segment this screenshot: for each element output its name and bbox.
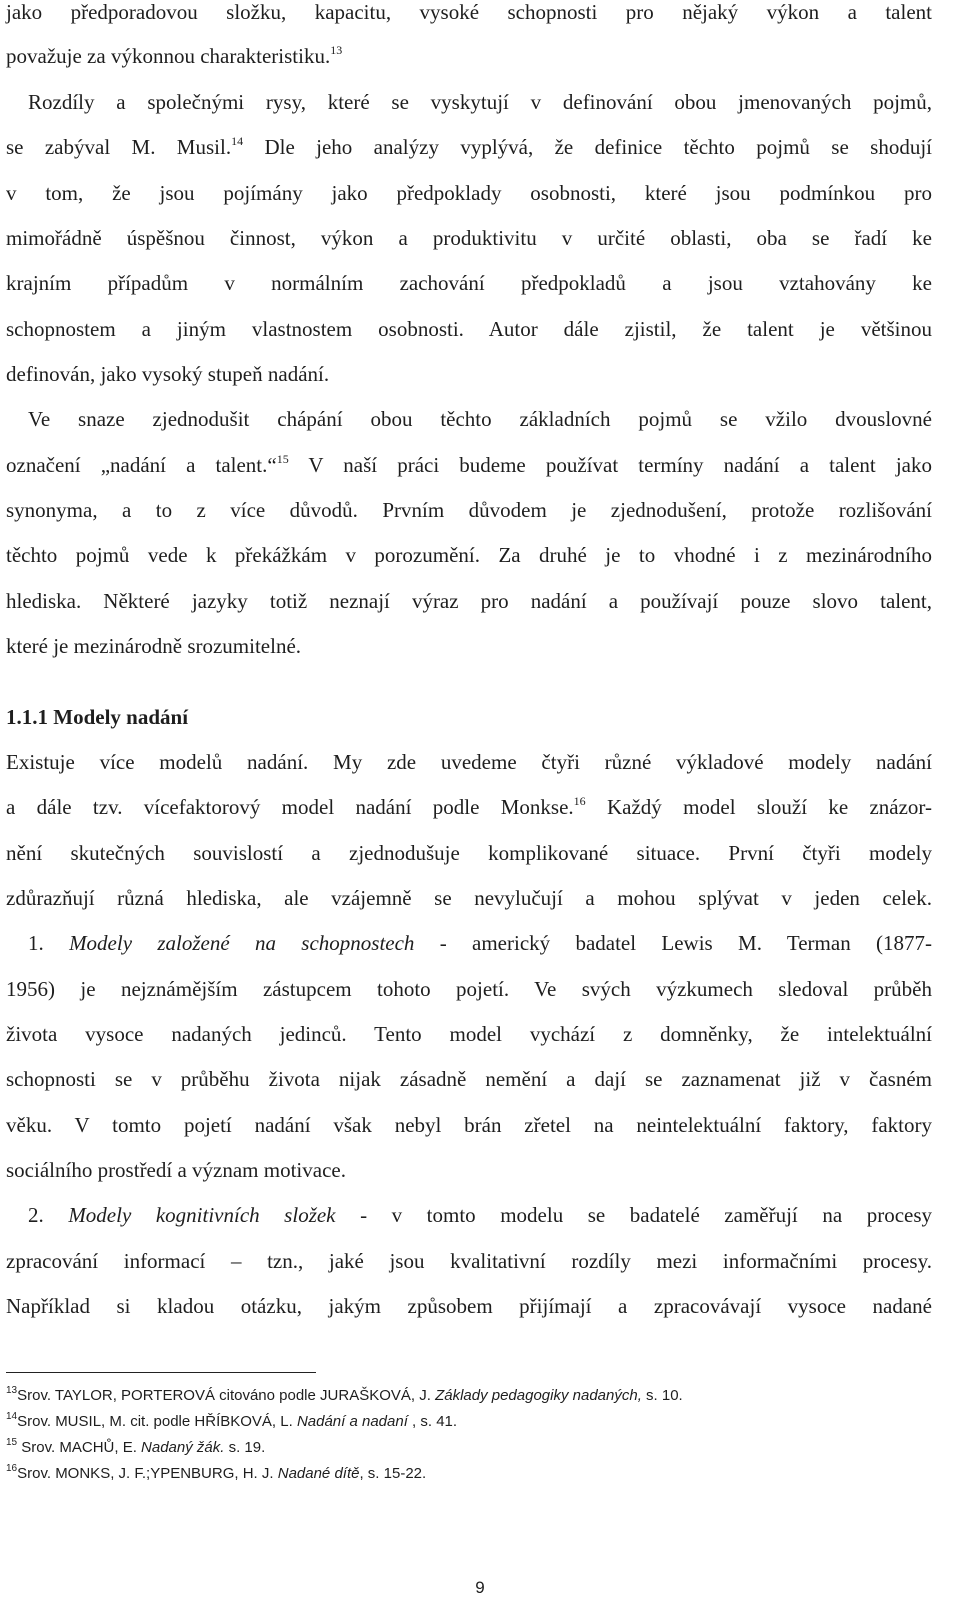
- footnote-ref[interactable]: 14: [231, 134, 244, 148]
- body-line: sociálního prostředí a význam motivace.: [6, 1158, 346, 1182]
- body-line: v tom, že jsou pojímány jako předpoklady osobnosti, které jsou podmínkou pro: [6, 181, 932, 205]
- body-line: života vysoce nadaných jedinců. Tento model vychází z domněnky, že intelektuální: [6, 1022, 932, 1046]
- body-line: zpracování informací – tzn., jaké jsou kvalitativní rozdíly mezi informačními procesy.: [6, 1249, 932, 1273]
- body-line: hlediska. Některé jazyky totiž neznají výraz pro nadání a používají pouze slovo talent,: [6, 589, 932, 613]
- body-line: nění skutečných souvislostí a zjednodušuje komplikované situace. První čtyři modely: [6, 841, 932, 865]
- body-line: které je mezinárodně srozumitelné.: [6, 634, 302, 658]
- body-line: těchto pojmů vede k překážkám v porozumění. Za druhé je to vhodné i z mezinárodního: [6, 543, 932, 567]
- body-line: se zabýval M. Musil.$^{14}$ Dle jeho analýzy vyplývá, že definice těchto pojmů se shodují: [6, 134, 932, 159]
- body-line: 2. Modely kognitivních složek - v tomto modelu se badatelé zaměřují na procesy: [28, 1203, 933, 1227]
- body-line: Například si kladou otázku, jakým způsobem přijímají a zpracovávají vysoce nadané: [6, 1294, 932, 1318]
- body-line: Ve snaze zjednodušit chápání obou těchto základních pojmů se vžilo dvouslovné: [28, 407, 932, 431]
- body-line: zdůrazňují různá hlediska, ale vzájemně se nevylučují a mohou splývat v jeden celek.: [6, 886, 932, 910]
- footnote-ref[interactable]: 13: [330, 43, 343, 57]
- footnote-ref[interactable]: 15: [276, 452, 289, 466]
- body-line: definován, jako vysoký stupeň nadání.: [6, 362, 330, 386]
- model-title: Modely kognitivních složek: [68, 1203, 336, 1227]
- footnote: $^{14}$Srov. MUSIL, M. cit. podle HŘÍBKOVÁ, L. Nadání a nadaní , s. 41.: [6, 1411, 458, 1430]
- footnote-divider: [6, 1372, 316, 1373]
- page-number: 9: [475, 1578, 485, 1597]
- footnote: $^{13}$Srov. TAYLOR, PORTEROVÁ citováno podle JURAŠKOVÁ, J. Základy pedagogiky nadaných, s. 10.: [6, 1385, 683, 1404]
- body-line: mimořádně úspěšnou činnost, výkon a produktivitu v určité oblasti, oba se řadí ke: [6, 226, 932, 250]
- body-line: jako předporadovou složku, kapacitu, vysoké schopnosti pro nějaký výkon a talent: [6, 0, 932, 24]
- footnote: $^{15}$ Srov. MACHŮ, E. Nadaný žák. s. 19.: [6, 1437, 266, 1456]
- body-line: schopnostem a jiným vlastnostem osobnosti. Autor dále zjistil, že talent je většinou: [6, 317, 932, 341]
- body-line: 1. Modely založené na schopnostech - americký badatel Lewis M. Terman (1877-: [28, 931, 932, 955]
- model-title: Modely založené na schopnostech: [69, 931, 415, 955]
- body-line: krajním případům v normálním zachování předpokladů a jsou vztahovány ke: [6, 271, 932, 295]
- body-line: Rozdíly a společnými rysy, které se vyskytují v definování obou jmenovaných pojmů,: [28, 90, 932, 114]
- footnote-ref[interactable]: 16: [573, 794, 586, 808]
- body-line: věku. V tomto pojetí nadání však nebyl brán zřetel na neintelektuální faktory, faktory: [6, 1113, 932, 1137]
- body-line: označení „nadání a talent.“$^{15}$ V naší práci budeme používat termíny nadání a talent jako: [6, 452, 933, 477]
- body-line: 1956) je nejznámějším zástupcem tohoto pojetí. Ve svých výzkumech sledoval průběh: [6, 977, 932, 1001]
- body-line: synonyma, a to z více důvodů. Prvním důvodem je zjednodušení, protože rozlišování: [6, 498, 932, 522]
- section-heading: 1.1.1 Modely nadání: [6, 705, 189, 729]
- body-line: považuje za výkonnou charakteristiku.$^{13}$: [6, 43, 343, 68]
- body-line: a dále tzv. vícefaktorový model nadání podle Monkse.$^{16}$ Každý model slouží ke znázor-: [6, 794, 933, 819]
- body-line: Existuje více modelů nadání. My zde uvedeme čtyři různé výkladové modely nadání: [6, 750, 932, 774]
- footnote: $^{16}$Srov. MONKS, J. F.;YPENBURG, H. J. Nadané dítě, s. 15-22.: [6, 1463, 427, 1482]
- body-line: schopnosti se v průběhu života nijak zásadně nemění a dají se zaznamenat již v časném: [6, 1067, 932, 1091]
